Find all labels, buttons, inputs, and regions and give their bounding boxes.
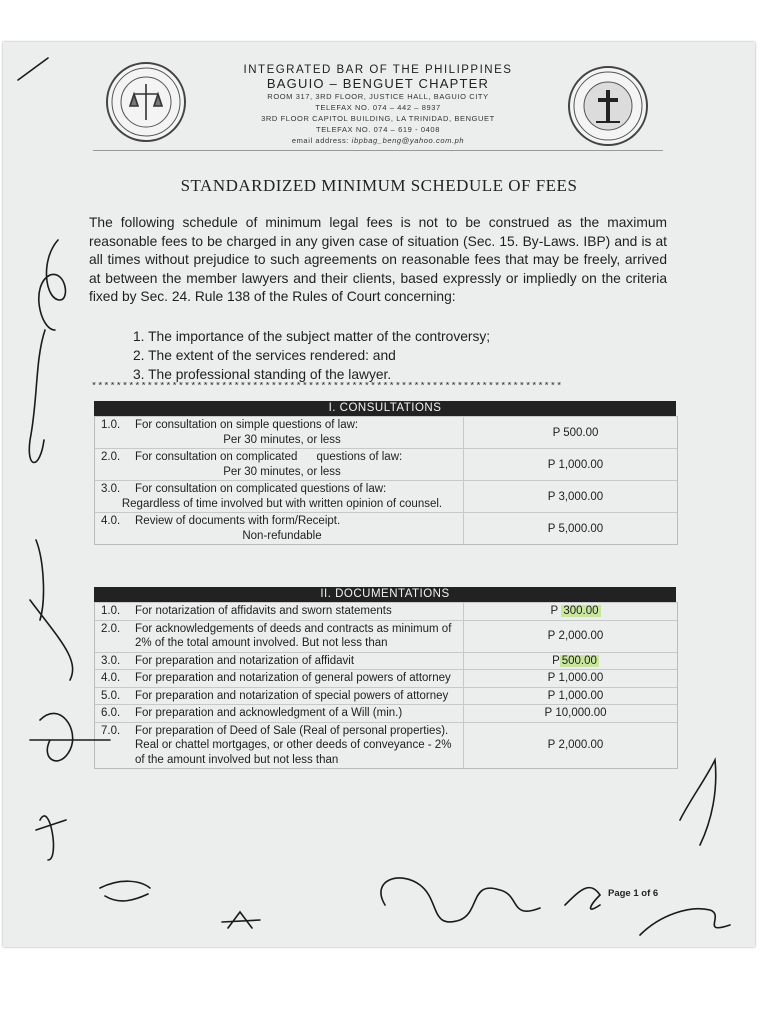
row-price: P 300.00 <box>550 605 599 618</box>
ibp-seal-right <box>568 66 648 146</box>
table-row <box>95 512 677 544</box>
star-divider: **************************************************************************** <box>91 382 563 393</box>
seal-ring-left <box>108 64 184 140</box>
row-description: 1.0. For consultation on simple questions of law: <box>101 419 359 431</box>
row-description: 2.0. For consultation on complicated questions of law: <box>101 451 403 463</box>
criteria-item: 3. The professional standing of the lawyer. <box>133 366 392 382</box>
table-row <box>95 480 677 512</box>
criteria-item: 2. The extent of the services rendered: and <box>133 347 396 363</box>
row-description: For acknowledgements of deeds and contracts as minimum of 2% of the total amount involved. But not less than <box>135 622 452 649</box>
row-price: P 5,000.00 <box>547 522 604 535</box>
row-price: P 1,000.00 <box>547 672 604 685</box>
email-label: email address: <box>291 136 349 145</box>
row-description: For preparation and notarization of general powers of attorney <box>135 672 451 684</box>
criteria-item: 1. The importance of the subject matter of the controversy; <box>133 329 491 344</box>
page-title: STANDARDIZED MINIMUM SCHEDULE OF FEES <box>180 176 578 195</box>
table-row: 7.0. For preparation of Deed of Sale (Real of personal properties). Real or chattel mortgages, or other deeds of conveyance - 2% of the amount involved but not less than P 2,000.00 <box>95 722 677 769</box>
row-price: P 10,000.00 <box>544 707 607 720</box>
email-address: ibpbag_beng@yahoo.com.ph <box>351 136 465 145</box>
row-price: P 2,000.00 <box>547 739 604 752</box>
letterhead <box>3 42 755 152</box>
row-description: For preparation and notarization of affidavit <box>135 654 355 667</box>
highlighted-amount: 300.00 <box>563 605 599 618</box>
criteria-list <box>133 328 653 384</box>
intro-paragraph: The following schedule of minimum legal fees is not to be construed as the maximum reasonable fees to be charged in any given case of situation (Sec. 15. By-Laws. IBP) and is at all times without prejudice to such agreements on reasonable fees that may be freely, arrived at between the member lawyers and their clients, based expressly or impliedly on the criteria fixed by Sec. 24. Rule 138 of the Rules of Court concerning: <box>89 215 667 305</box>
row-price: P 2,000.00 <box>547 630 604 642</box>
telefax-line-2: TELEFAX NO. 074 – 619 - 0408 <box>316 125 440 134</box>
letterhead-text <box>188 64 568 146</box>
document-page <box>3 42 755 947</box>
row-subtext: Regardless of time involved but with written opinion of counsel. <box>121 497 443 510</box>
row-subtext: Per 30 minutes, or less <box>223 465 341 478</box>
consultations-table <box>94 416 678 545</box>
page-number: Page 1 of 6 <box>608 888 659 899</box>
row-description: 4.0. Review of documents with form/Receipt. <box>101 515 341 527</box>
row-price: P 500.00 <box>552 426 599 439</box>
highlighted-amount: 500.00 <box>561 654 597 667</box>
table-row: 4.0. For preparation and notarization of general powers of attorney P 1,000.00 <box>95 669 677 687</box>
seal-ring-right <box>570 68 646 144</box>
table-row: 1.0. For notarization of affidavits and sworn statements P 300.00 <box>95 602 677 620</box>
row-subtext: Non-refundable <box>242 529 322 542</box>
row-description: For preparation of Deed of Sale (Real of personal properties). Real or chattel mortgages, or other deeds of conveyance - 2% of the amount involved but not less than <box>135 724 452 766</box>
row-description: 3.0. For consultation on complicated questions of law: <box>101 483 387 495</box>
org-name: INTEGRATED BAR OF THE PHILIPPINES <box>243 64 513 76</box>
ibp-seal-left <box>106 62 186 142</box>
table-row <box>95 416 677 448</box>
table-row: 5.0. For preparation and notarization of special powers of attorney P 1,000.00 <box>95 687 677 705</box>
row-price: P 3,000.00 <box>547 490 604 503</box>
documentations-heading: II. DOCUMENTATIONS <box>94 587 676 602</box>
address-line-1: ROOM 317, 3RD FLOOR, JUSTICE HALL, BAGUIO CITY <box>267 92 489 101</box>
row-price: P 500.00 <box>552 654 597 667</box>
table-row: 6.0. For preparation and acknowledgment of a Will (min.) P 10,000.00 <box>95 704 677 722</box>
row-price: P 1,000.00 <box>547 458 604 471</box>
address-line-2: 3RD FLOOR CAPITOL BUILDING, LA TRINIDAD, BENGUET <box>261 114 495 123</box>
documentations-table <box>94 602 678 769</box>
chapter-name: BAGUIO – BENGUET CHAPTER <box>266 76 490 91</box>
row-description: For preparation and acknowledgment of a Will (min.) <box>135 707 403 719</box>
consultations-heading: I. CONSULTATIONS <box>94 401 676 416</box>
row-description: For preparation and notarization of special powers of attorney <box>135 689 449 702</box>
email-line <box>188 135 568 146</box>
telefax-line-1: TELEFAX NO. 074 – 442 – 8937 <box>315 103 441 112</box>
row-subtext: Per 30 minutes, or less <box>223 433 341 446</box>
row-price: P 1,000.00 <box>547 689 604 702</box>
table-row: 3.0. For preparation and notarization of affidavit P 500.00 <box>95 652 677 670</box>
table-row <box>95 448 677 480</box>
row-description: For notarization of affidavits and sworn statements <box>135 605 392 617</box>
table-row: 2.0. For acknowledgements of deeds and contracts as minimum of 2% of the total amount involved. But not less than P 2,000.00 <box>95 620 677 652</box>
header-divider <box>93 150 663 151</box>
